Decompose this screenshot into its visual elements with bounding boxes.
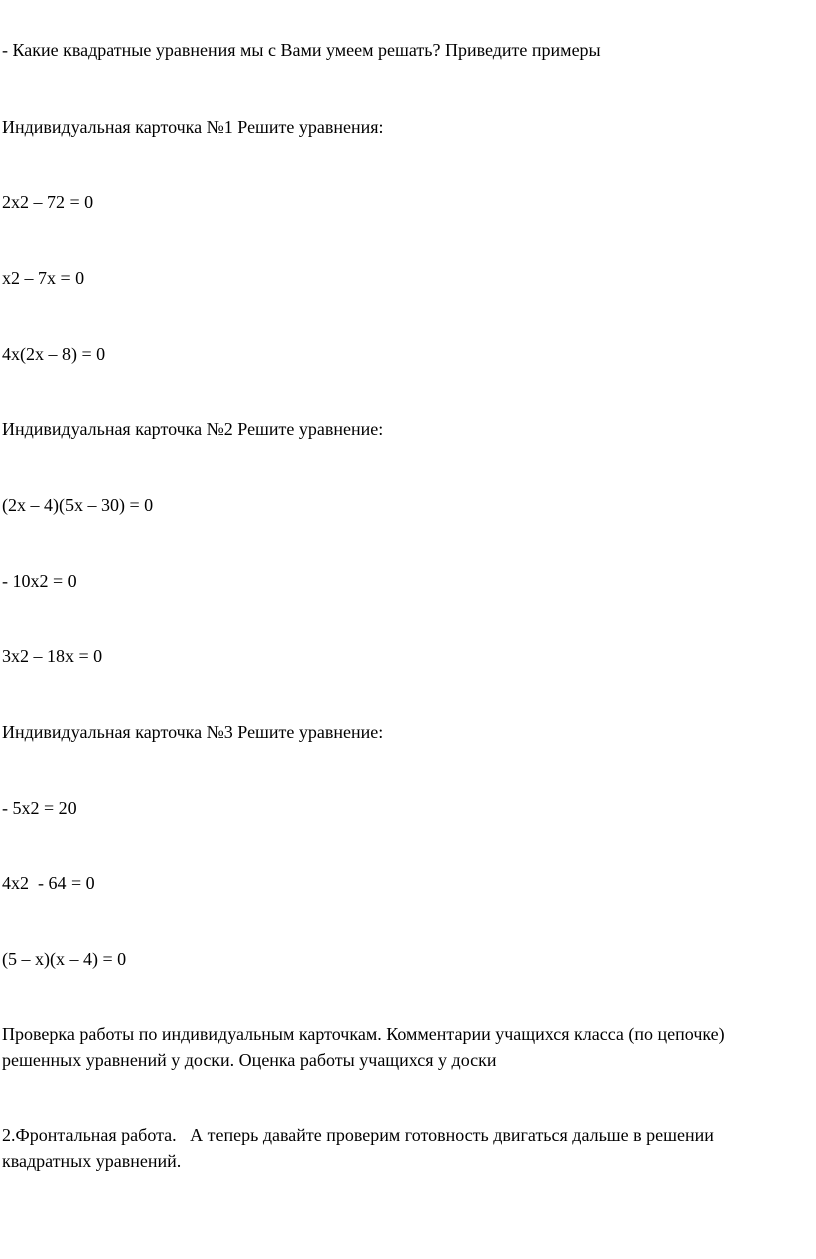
check-paragraph: Проверка работы по индивидуальным карточкам. Комментарии учащихся класса (по цепочке) решенных уравнений у доски. Оценка работы учащихся у доски [2,1024,730,1070]
card-2-equation-1: (2x – 4)(5x – 30) = 0 [2,495,154,515]
card-2-title: Индивидуальная карточка №2 Решите уравнение: [2,419,384,439]
card-3-title: Индивидуальная карточка №3 Решите уравнение: [2,722,384,742]
frontal-work-paragraph: 2.Фронтальная работа. А теперь давайте проверим готовность двигаться дальше в решении квадратных уравнений. [2,1125,719,1171]
card-3-equation-1: - 5x2 = 20 [2,798,77,818]
card-1-equation-1: 2x2 – 72 = 0 [2,192,94,212]
card-3-equation-2: 4x2 - 64 = 0 [2,873,95,893]
card-1-title: Индивидуальная карточка №1 Решите уравнения: [2,117,384,137]
card-2-equation-2: - 10x2 = 0 [2,571,77,591]
intro-question: - Какие квадратные уравнения мы с Вами умеем решать? Приведите примеры [2,40,601,60]
card-1-equation-3: 4x(2x – 8) = 0 [2,344,106,364]
card-2-equation-3: 3x2 – 18x = 0 [2,646,103,666]
card-1-equation-2: x2 – 7x = 0 [2,268,85,288]
card-3-equation-3: (5 – x)(x – 4) = 0 [2,949,127,969]
